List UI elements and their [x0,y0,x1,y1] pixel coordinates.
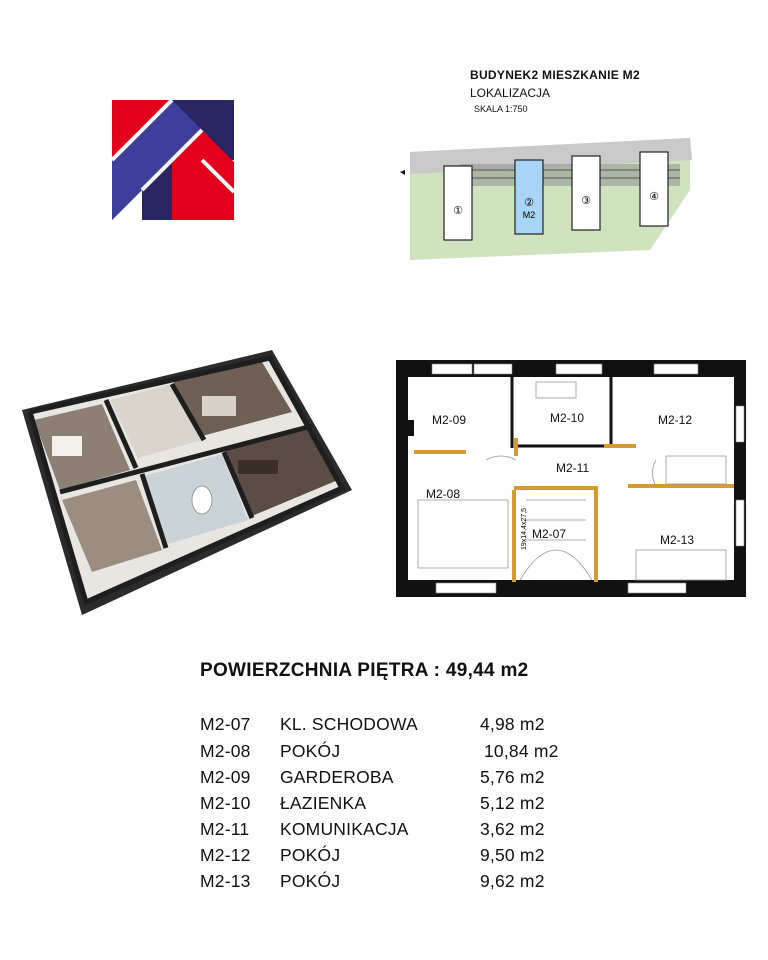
room-code: M2-08 [200,741,251,761]
room-code: M2-09 [200,767,251,787]
site-unit-4-number: ④ [649,190,659,203]
room-area: 9,50 m2 [480,845,545,865]
site-unit-4 [640,152,668,226]
room-name: KOMUNIKACJA [280,819,409,839]
room-area: 4,98 m2 [480,714,545,734]
site-unit-3-number: ③ [581,194,591,207]
room-name: ŁAZIENKA [280,793,367,813]
room-code: M2-07 [200,714,251,734]
site-unit-2-number: ② [524,196,534,209]
room-name: GARDEROBA [280,767,394,787]
floor-area-summary: POWIERZCHNIA PIĘTRA : 49,44 m2 [200,660,529,681]
company-logo [112,100,234,220]
room-code: M2-12 [200,845,251,865]
plan-label-m2-07: M2-07 [532,527,567,541]
room-code: M2-11 [200,819,250,839]
site-unit-1-number: ① [453,204,463,217]
building-apartment-title: BUDYNEK2 MIESZKANIE M2 [470,68,640,82]
room-area: 3,62 m2 [480,819,545,839]
plan-label-m2-10: M2-10 [550,411,585,425]
room-name: POKÓJ [280,845,341,865]
site-unit-3 [572,156,600,230]
stair-dimension-note: 19x14,4x27,5 [521,507,528,550]
plan-label-m2-08: M2-08 [426,487,461,501]
isometric-floor-render [12,340,362,620]
room-name: KL. SCHODOWA [280,714,418,734]
room-area: 5,12 m2 [480,793,545,813]
room-code: M2-10 [200,793,251,813]
room-code: M2-13 [200,871,251,891]
room-name: POKÓJ [280,871,341,891]
site-unit-1 [444,166,472,240]
room-area: 10,84 m2 [484,741,559,761]
location-subtitle: LOKALIZACJA [470,86,551,100]
plan-label-m2-12: M2-12 [658,413,693,427]
plan-label-m2-11: M2-11 [556,461,590,475]
plan-label-m2-09: M2-09 [432,413,467,427]
site-unit-2-label: M2 [522,210,536,220]
site-plan [400,130,700,270]
scale-label: SKALA 1:750 [474,104,528,114]
floor-plan [396,360,746,600]
room-area: 9,62 m2 [480,871,545,891]
room-name: POKÓJ [280,741,341,761]
plan-label-m2-13: M2-13 [660,533,695,547]
room-area: 5,76 m2 [480,767,545,787]
